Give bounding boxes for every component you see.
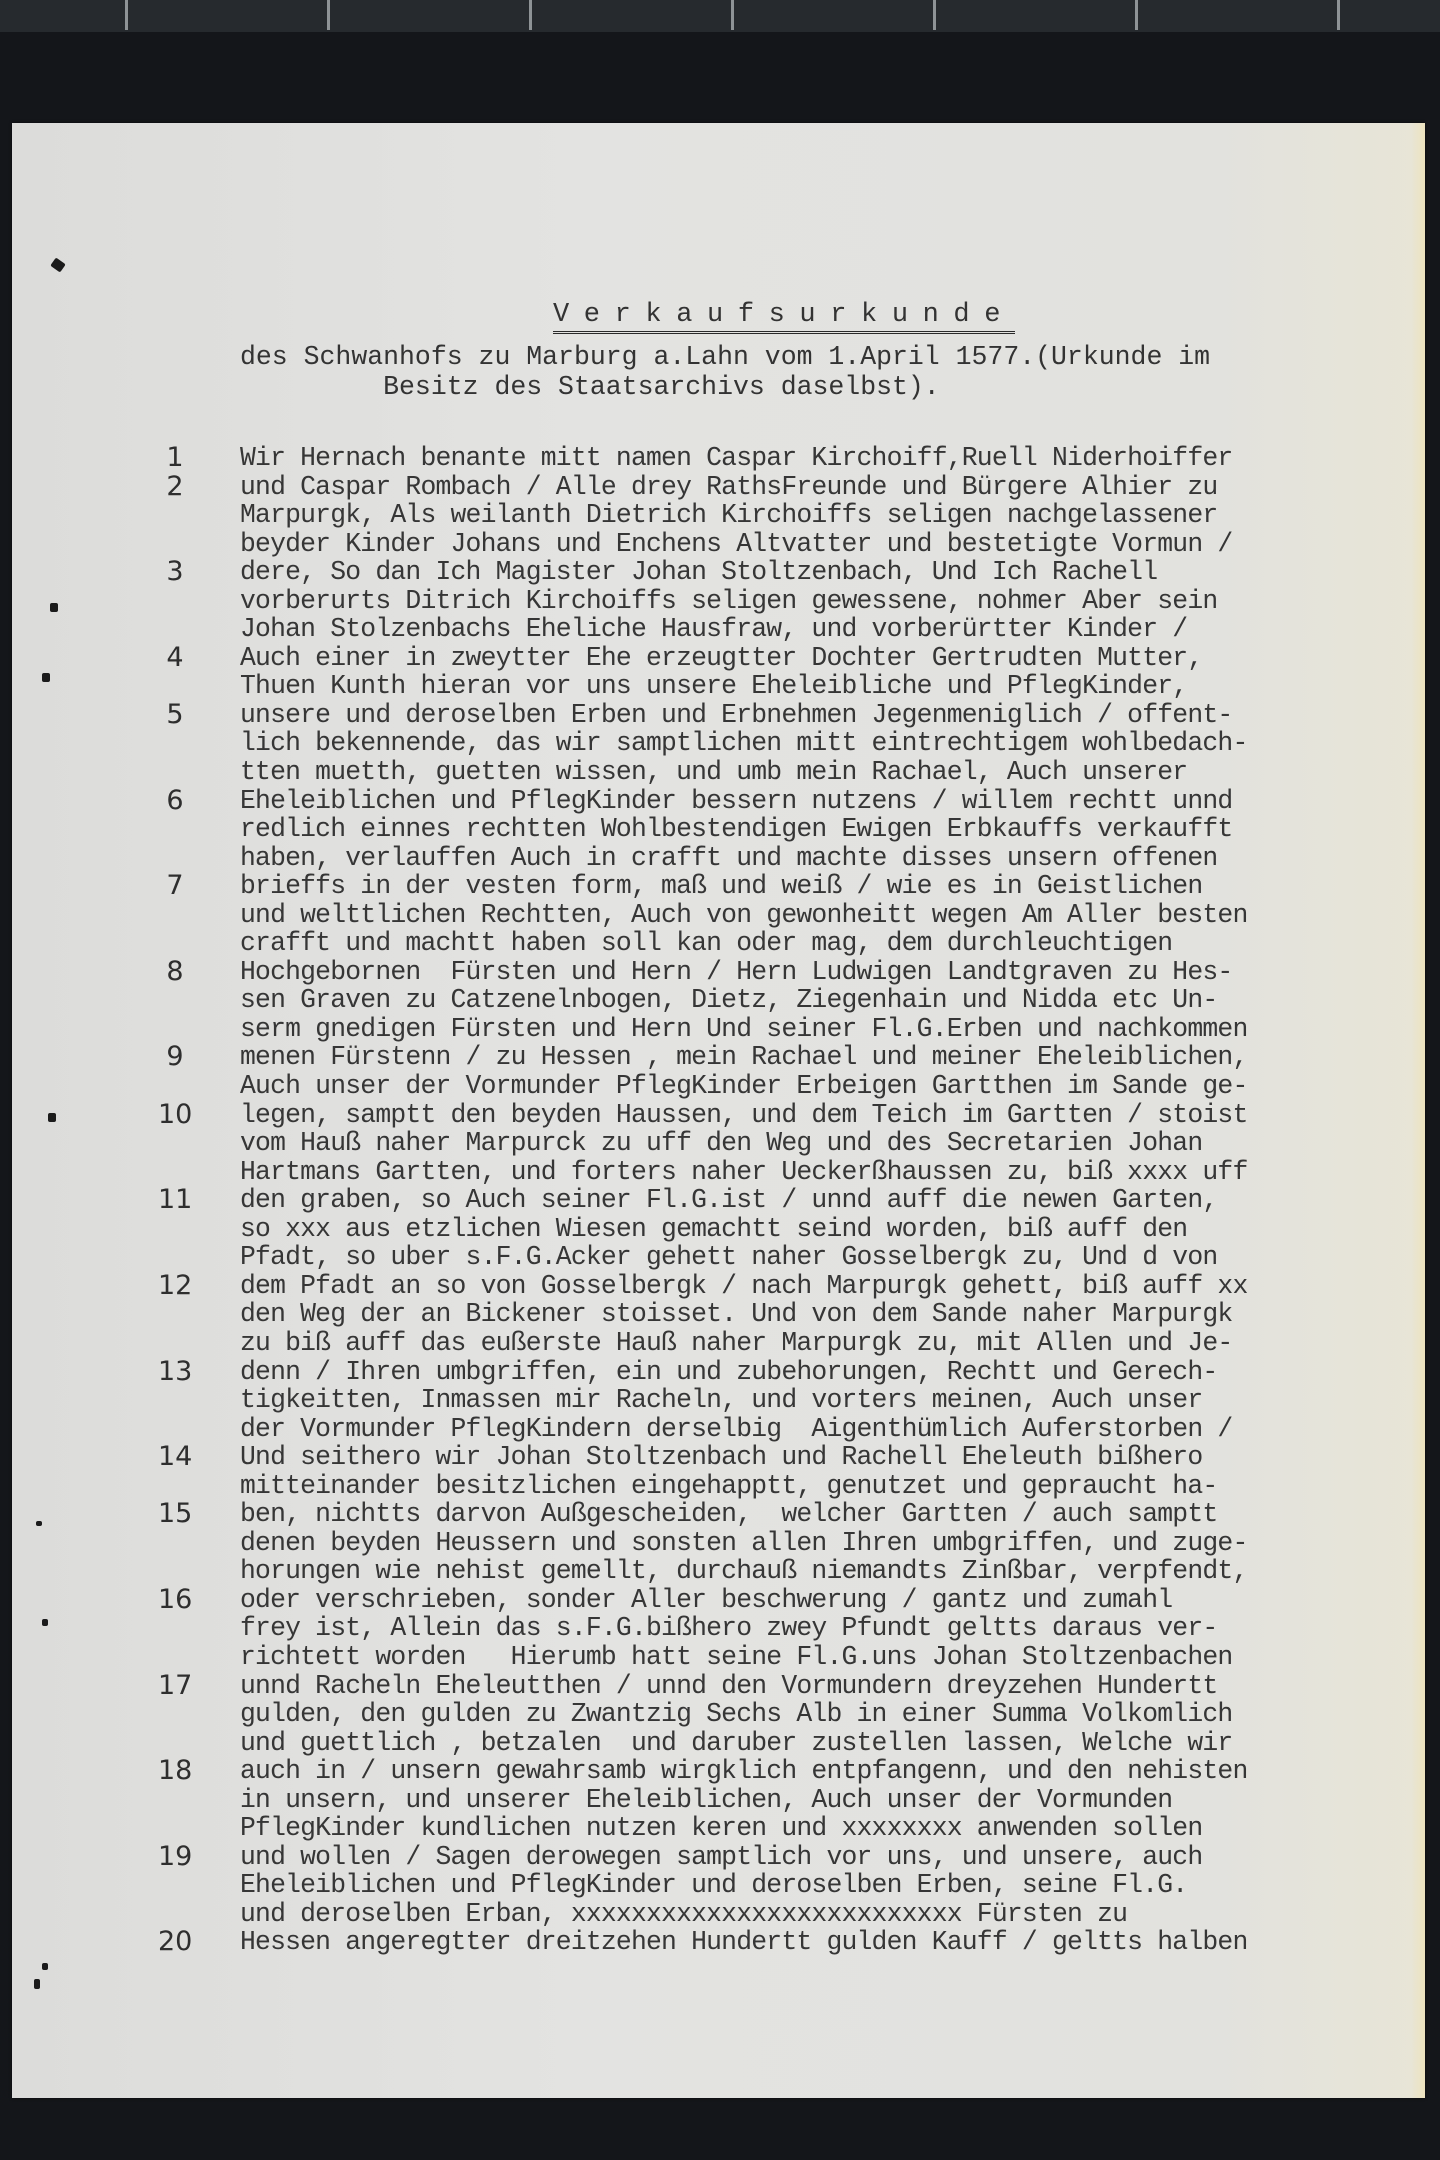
line-text: unsere und deroselben Erben und Erbnehmen Jegenmeniglich / offent- — [240, 699, 1233, 730]
line-text: Hochgebornen Fürsten und Hern / Hern Ludwigen Landtgraven zu Hes- — [240, 956, 1233, 987]
line-text: oder verschrieben, sonder Aller beschwerung / gantz und zumahl — [240, 1584, 1173, 1615]
line-number: 17 — [158, 1669, 193, 1701]
ruler-tick — [125, 0, 128, 30]
line-number: 16 — [158, 1583, 193, 1615]
line-text: den Weg der an Bickener stoisset. Und von dem Sande naher Marpurgk — [240, 1299, 1233, 1330]
text-line — [0, 1415, 1440, 1444]
punch-mark — [34, 1979, 40, 1989]
line-text: sen Graven zu Catzenelnbogen, Dietz, Ziegenhain und Nidda etc Un- — [240, 985, 1218, 1016]
text-line — [0, 1472, 1440, 1501]
text-line — [0, 1814, 1440, 1843]
line-number: 7 — [166, 870, 184, 902]
line-number: 10 — [158, 1098, 193, 1130]
ruler-tick — [731, 0, 734, 30]
line-number: 8 — [166, 955, 184, 987]
line-text: den graben, so Auch seiner Fl.G.ist / unnd auff die newen Garten, — [240, 1185, 1218, 1216]
line-text: menen Fürstenn / zu Hessen , mein Rachael und meiner Eheleiblichen, — [240, 1042, 1248, 1073]
line-text: und welttlichen Rechtten, Auch von gewonheitt wegen Am Aller besten — [240, 899, 1248, 930]
line-text: denen beyden Heussern und sonsten allen Ihren umbgriffen, und zuge- — [240, 1527, 1248, 1558]
text-line — [0, 1015, 1440, 1044]
line-text: Thuen Kunth hieran vor uns unsere Eheleibliche und PflegKinder, — [240, 671, 1188, 702]
line-number: 5 — [166, 698, 184, 730]
text-line — [0, 1669, 1440, 1701]
text-line — [0, 1786, 1440, 1815]
line-number: 13 — [158, 1355, 193, 1387]
scanner-bed-ruler — [0, 0, 1440, 32]
line-number: 14 — [158, 1441, 193, 1473]
line-text: und wollen / Sagen derowegen samptlich vor uns, und unsere, auch — [240, 1841, 1203, 1872]
line-text: Johan Stolzenbachs Eheliche Hausfraw, und vorberürtter Kinder / — [240, 614, 1188, 645]
text-line — [0, 1215, 1440, 1244]
line-number: 12 — [158, 1269, 193, 1301]
line-text: lich bekennende, das wir samptlichen mitt eintrechtigem wohlbedach- — [240, 728, 1248, 759]
text-line — [0, 1186, 1440, 1215]
line-number: 2 — [166, 470, 184, 502]
text-line — [0, 1840, 1440, 1872]
line-text: beyder Kinder Johans und Enchens Altvatter und bestetigte Vormun / — [240, 528, 1233, 559]
ruler-tick — [1135, 0, 1138, 30]
text-line — [0, 955, 1440, 987]
line-text: haben, verlauffen Auch in crafft und machte disses unsern offenen — [240, 842, 1218, 873]
line-number: 11 — [158, 1184, 193, 1216]
line-text: zu biß auff das eußerste Hauß naher Marpurgk zu, mit Allen und Je- — [240, 1327, 1233, 1358]
line-text: vorberurts Ditrich Kirchoiffs seligen gewessene, nohmer Aber sein — [240, 585, 1218, 616]
text-line — [0, 1529, 1440, 1558]
text-line — [0, 986, 1440, 1015]
text-line — [0, 1443, 1440, 1472]
line-text: auch in / unsern gewahrsamb wirgklich entpfangenn, und den nehisten — [240, 1756, 1248, 1787]
line-number: 19 — [158, 1840, 193, 1872]
text-line — [0, 844, 1440, 873]
line-text: Eheleiblichen und PflegKinder bessern nutzens / willem rechtt unnd — [240, 785, 1233, 816]
line-text: Und seithero wir Johan Stoltzenbach und Rachell Eheleuth bißhero — [240, 1442, 1203, 1473]
line-text: frey ist, Allein das s.F.G.bißhero zwey Pfundt geltts daraus ver- — [240, 1613, 1218, 1644]
line-number: 1 — [166, 442, 184, 473]
line-text: und Caspar Rombach / Alle drey RathsFreunde und Bürgere Alhier zu — [240, 471, 1218, 502]
line-number: 6 — [166, 784, 184, 816]
line-text: Pfadt, so uber s.F.G.Acker gehett naher Gosselbergk zu, Und d von — [240, 1242, 1218, 1273]
text-line — [0, 1129, 1440, 1158]
subtitle-line: des Schwanhofs zu Marburg a.Lahn vom 1.April 1577.(Urkunde im — [240, 342, 1211, 372]
line-number: 4 — [166, 641, 184, 673]
line-text: Auch einer in zweytter Ehe erzeugtter Dochter Gertrudten Mutter, — [240, 642, 1203, 673]
text-line — [0, 615, 1440, 644]
text-line — [0, 729, 1440, 758]
line-text: und guettlich , betzalen und daruber zustellen lassen, Welche wir — [240, 1727, 1233, 1758]
line-number: 15 — [158, 1498, 193, 1530]
document-body — [0, 444, 1440, 1957]
text-line — [0, 1158, 1440, 1187]
line-number: 3 — [166, 556, 184, 588]
line-text: ben, nichtts darvon Außgescheiden, welcher Gartten / auch samptt — [240, 1499, 1218, 1530]
text-line — [0, 1643, 1440, 1672]
text-line — [0, 929, 1440, 958]
document-title: Verkaufsurkunde — [553, 300, 1015, 334]
text-line — [0, 1900, 1440, 1929]
text-line — [0, 1243, 1440, 1272]
line-number: 20 — [158, 1926, 193, 1958]
line-text: unnd Racheln Eheleutthen / unnd den Vormundern dreyzehen Hundertt — [240, 1670, 1218, 1701]
line-text: tigkeitten, Inmassen mir Racheln, und vorters meinen, Auch unser — [240, 1385, 1203, 1416]
text-line — [0, 698, 1440, 730]
text-line — [0, 530, 1440, 559]
ruler-tick — [933, 0, 936, 30]
line-text: Auch unser der Vormunder PflegKinder Erbeigen Gartthen im Sande ge- — [240, 1071, 1248, 1102]
subtitle-line: Besitz des Staatsarchivs daselbst). — [240, 372, 940, 402]
text-line — [0, 1871, 1440, 1900]
line-text: richtett worden Hierumb hatt seine Fl.G.uns Johan Stoltzenbachen — [240, 1641, 1233, 1672]
ruler-tick — [529, 0, 532, 30]
text-line — [0, 1614, 1440, 1643]
text-line — [0, 1729, 1440, 1758]
text-line — [0, 1043, 1440, 1072]
text-line — [0, 558, 1440, 587]
text-line — [0, 872, 1440, 901]
line-text: mitteinander besitzlichen eingehapptt, genutzet und gepraucht ha- — [240, 1470, 1218, 1501]
text-line — [0, 1700, 1440, 1729]
text-line — [0, 1557, 1440, 1586]
text-line — [0, 1072, 1440, 1101]
text-line — [0, 1583, 1440, 1615]
line-text: denn / Ihren umbgriffen, ein und zubehorungen, Rechtt und Gerech- — [240, 1356, 1218, 1387]
line-text: Eheleiblichen und PflegKinder und deroselben Erben, seine Fl.G. — [240, 1870, 1188, 1901]
line-text: der Vormunder PflegKindern derselbig Aigenthümlich Auferstorben / — [240, 1413, 1233, 1444]
line-text: Wir Hernach benante mitt namen Caspar Kirchoiff,Ruell Niderhoiffer — [240, 443, 1233, 473]
text-line — [0, 1098, 1440, 1130]
line-text: so xxx aus etzlichen Wiesen gemachtt seind worden, biß auff den — [240, 1213, 1188, 1244]
text-line — [0, 815, 1440, 844]
line-text: Marpurgk, Als weilanth Dietrich Kirchoiffs seligen nachgelassener — [240, 500, 1218, 531]
line-text: crafft und machtt haben soll kan oder mag, dem durchleuchtigen — [240, 928, 1173, 959]
text-line — [0, 758, 1440, 787]
text-line — [0, 501, 1440, 530]
line-text: dere, So dan Ich Magister Johan Stoltzenbach, Und Ich Rachell — [240, 557, 1158, 588]
line-text: Hessen angeregtter dreitzehen Hundertt gulden Kauff / geltts halben — [240, 1927, 1248, 1958]
text-line — [0, 1355, 1440, 1387]
text-line — [0, 470, 1440, 502]
line-text: dem Pfadt an so von Gosselbergk / nach Marpurgk gehett, biß auff xx — [240, 1270, 1248, 1301]
line-text: redlich einnes rechtten Wohlbestendigen Ewigen Erbkauffs verkaufft — [240, 814, 1233, 845]
ruler-tick — [327, 0, 330, 30]
text-line — [0, 444, 1440, 473]
punch-mark — [50, 257, 66, 272]
line-text: legen, samptt den beyden Haussen, und dem Teich im Gartten / stoist — [240, 1099, 1248, 1130]
line-text: vom Hauß naher Marpurck zu uff den Weg und des Secretarien Johan — [240, 1128, 1203, 1159]
line-number: 9 — [166, 1041, 184, 1073]
text-line — [0, 1269, 1440, 1301]
line-text: gulden, den gulden zu Zwantzig Sechs Alb in einer Summa Volkomlich — [240, 1699, 1233, 1730]
text-line — [0, 784, 1440, 816]
line-text: und deroselben Erban, xxxxxxxxxxxxxxxxxxxxxxxxxx Fürsten zu — [240, 1898, 1128, 1929]
text-line — [0, 901, 1440, 930]
text-line — [0, 1329, 1440, 1358]
text-line — [0, 1386, 1440, 1415]
text-line — [0, 641, 1440, 673]
text-line — [0, 1928, 1440, 1957]
line-text: Hartmans Gartten, und forters naher Ueckerßhaussen zu, biß xxxx uff — [240, 1156, 1248, 1187]
ruler-tick — [1337, 0, 1340, 30]
line-text: serm gnedigen Fürsten und Hern Und seiner Fl.G.Erben und nachkommen — [240, 1013, 1248, 1044]
line-text: PflegKinder kundlichen nutzen keren und xxxxxxxx anwenden sollen — [240, 1813, 1203, 1844]
text-line — [0, 672, 1440, 701]
text-line — [0, 1500, 1440, 1529]
line-text: horungen wie nehist gemellt, durchauß niemandts Zinßbar, verpfendt, — [240, 1556, 1248, 1587]
line-text: brieffs in der vesten form, maß und weiß / wie es in Geistlichen — [240, 871, 1203, 902]
document-subtitle — [240, 342, 1370, 402]
line-text: tten muetth, guetten wissen, und umb mein Rachael, Auch unserer — [240, 757, 1188, 788]
line-text: in unsern, und unserer Eheleiblichen, Auch unser der Vormunden — [240, 1784, 1173, 1815]
text-line — [0, 1300, 1440, 1329]
line-number: 18 — [158, 1755, 193, 1787]
punch-mark — [42, 1963, 48, 1970]
text-line — [0, 587, 1440, 616]
text-line — [0, 1757, 1440, 1786]
